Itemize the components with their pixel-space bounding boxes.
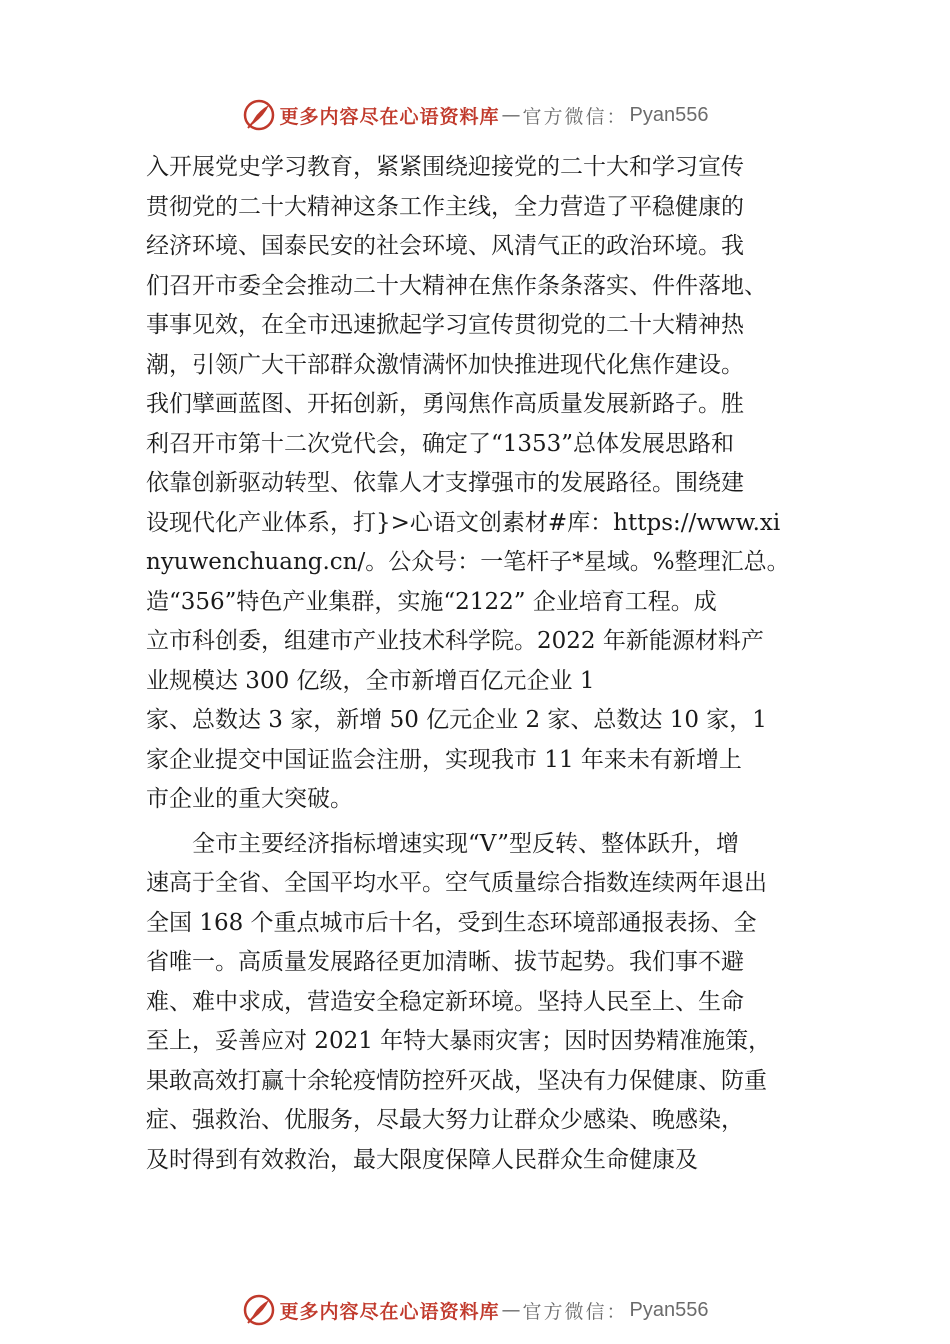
footer-wechat-id: Pyan556 (629, 1298, 709, 1321)
body-line: 经济环境、国泰民安的社会环境、风清气正的政治环境。我 (146, 233, 744, 259)
footer-banner (0, 1290, 950, 1330)
body-line: 及时得到有效救治，最大限度保障人民群众生命健康及 (146, 1146, 698, 1173)
header-wechat-label: 官方微信： (522, 105, 628, 128)
body-line: 至上，妥善应对 2021 年特大暴雨灾害；因时因势精准施策， (146, 1028, 772, 1054)
body-line: 市企业的重大突破。 (146, 786, 353, 812)
header-wechat-id: Pyan556 (629, 103, 709, 126)
document-body (146, 148, 826, 1180)
body-line: 贯彻党的二十大精神这条工作主线，全力营造了平稳健康的 (146, 193, 744, 220)
body-line: 造“356”特色产业集群，实施“2122” 企业培育工程。成 (146, 588, 717, 615)
body-line: 入开展党史学习教育，紧紧围绕迎接党的二十大和学习宣传 (146, 154, 744, 180)
body-line: 症、强救治、优服务，尽最大努力让群众少感染、晚感染， (146, 1107, 744, 1133)
header-banner (0, 95, 950, 135)
body-line: 省唯一。高质量发展路径更加清晰、拔节起势。我们事不避 (146, 949, 744, 975)
header-dash: — (501, 104, 521, 126)
body-line: 全国 168 个重点城市后十名，受到生态环境部通报表扬、全 (146, 909, 757, 936)
body-line: 事事见效，在全市迅速掀起学习宣传贯彻党的二十大精神热 (146, 312, 744, 338)
body-line: 速高于全省、全国平均水平。空气质量综合指数连续两年退出 (146, 870, 767, 896)
body-line: 依靠创新驱动转型、依靠人才支撑强市的发展路径。围绕建 (146, 470, 744, 496)
body-line: 设现代化产业体系，打}>心语文创素材#库：https://www.xi (146, 509, 781, 536)
footer-dash: — (501, 1299, 521, 1321)
paragraph-start-line: 全市主要经济指标增速实现“V”型反转、整体跃升，增 (146, 830, 739, 857)
footer-library-text: 更多内容尽在心语资料库 (279, 1300, 500, 1323)
body-line: nyuwenchuang.cn/。公众号：一笔杆子*星域。%整理汇总。 (146, 549, 790, 575)
quill-logo-icon (242, 1293, 276, 1327)
body-line: 家、总数达 3 家，新增 50 亿元企业 2 家、总数达 10 家，1 (146, 707, 767, 733)
body-line: 业规模达 300 亿级，全市新增百亿元企业 1 (146, 667, 595, 694)
body-line: 们召开市委全会推动二十大精神在焦作条条落实、件件落地、 (146, 272, 767, 299)
body-line: 我们擘画蓝图、开拓创新，勇闯焦作高质量发展新路子。胜 (146, 391, 744, 417)
footer-wechat-label: 官方微信： (522, 1300, 628, 1323)
header-library-text: 更多内容尽在心语资料库 (279, 105, 500, 128)
body-line: 利召开市第十二次党代会，确定了“1353”总体发展思路和 (146, 430, 735, 457)
body-line: 潮，引领广大干部群众激情满怀加快推进现代化焦作建设。 (146, 351, 744, 378)
quill-logo-icon (242, 98, 276, 132)
body-line: 难、难中求成，营造安全稳定新环境。坚持人民至上、生命 (146, 988, 744, 1015)
body-line: 家企业提交中国证监会注册，实现我市 11 年来未有新增上 (146, 746, 742, 773)
body-line: 立市科创委，组建市产业技术科学院。2022 年新能源材料产 (146, 628, 764, 654)
body-line: 果敢高效打赢十余轮疫情防控歼灭战，坚决有力保健康、防重 (146, 1067, 767, 1094)
